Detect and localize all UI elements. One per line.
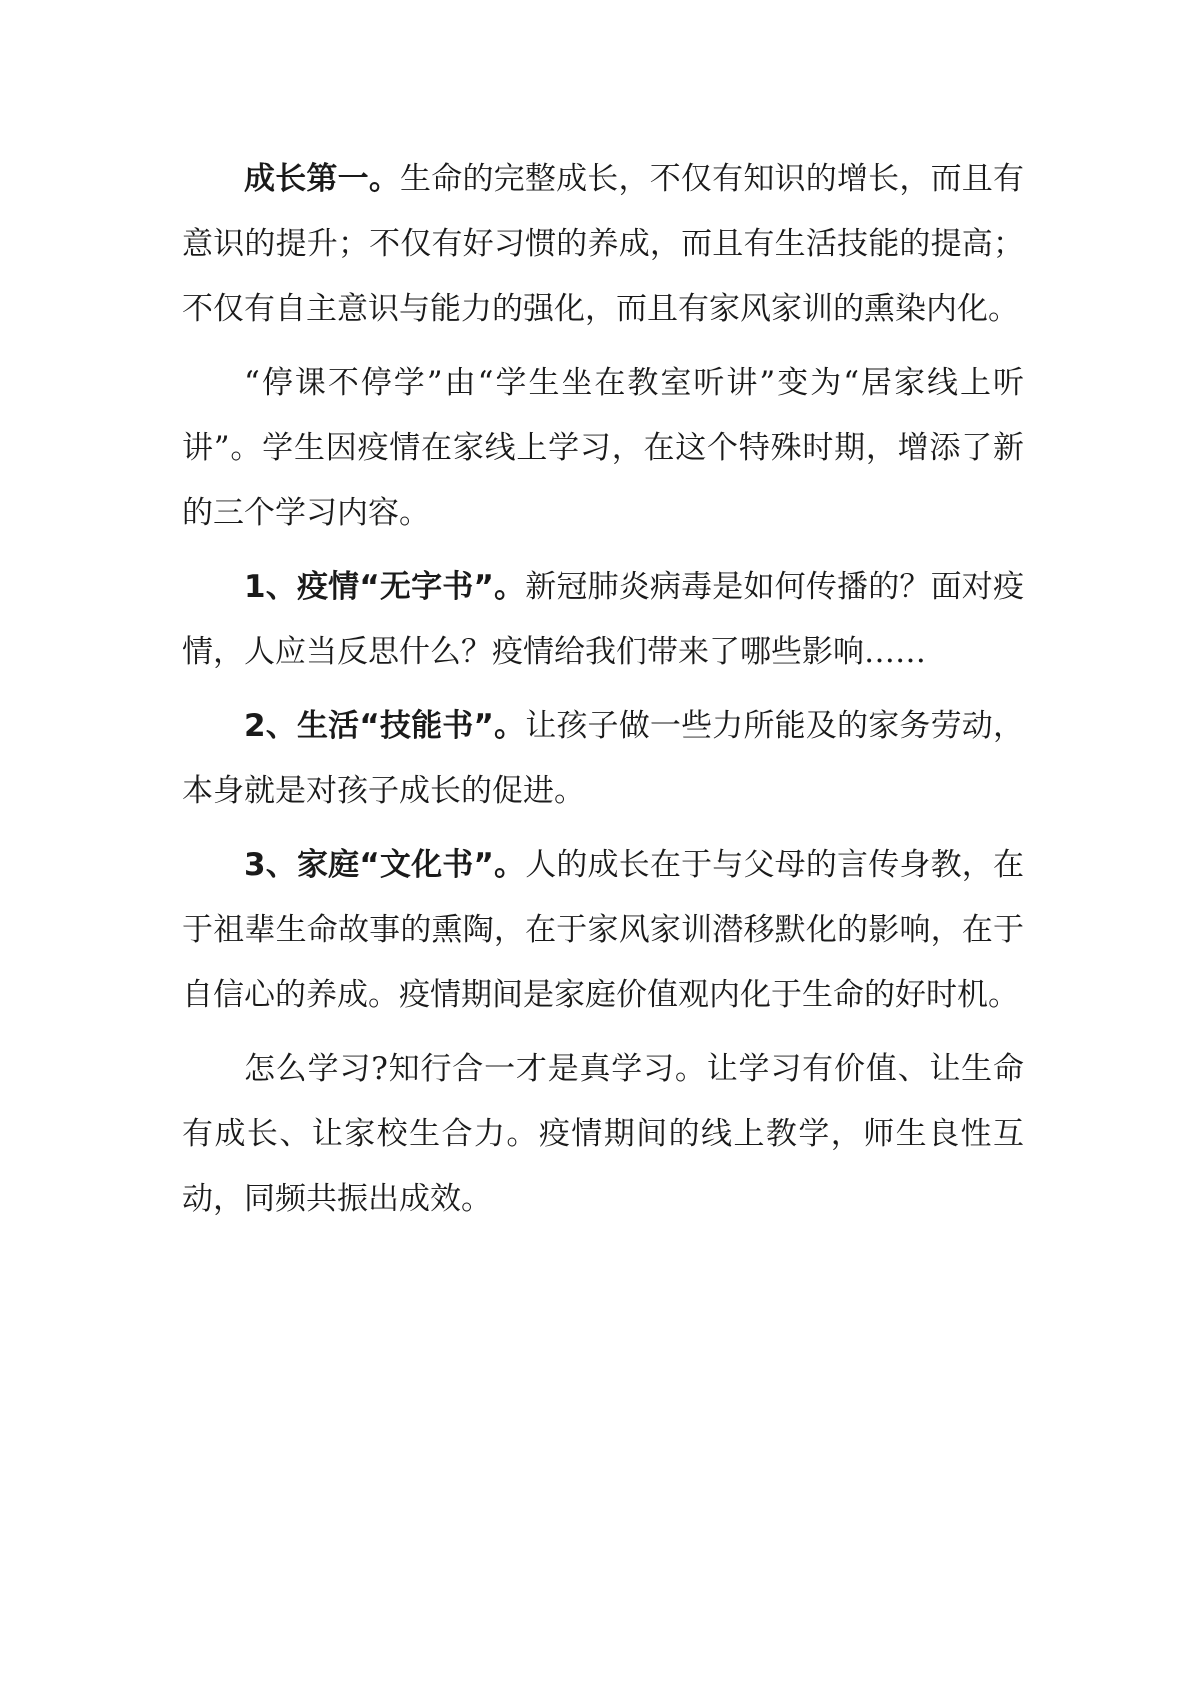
paragraph-text: “停课不停学”由“学生坐在教室听讲”变为“居家线上听讲”。学生因疫情在家线上学习，在这个特殊时期，增添了新的三个学习内容。 [182,365,1024,531]
paragraph-online-learning [182,351,1024,546]
paragraph-lead: 1、疫情“无字书”。 [244,569,526,605]
paragraph-text: 怎么学习?知行合一才是真学习。让学习有价值、让生命有成长、让家校生合力。疫情期间的线上教学，师生良性互动，同频共振出成效。 [182,1051,1024,1217]
paragraph-how-to-learn [182,1037,1024,1232]
paragraph-lead: 3、家庭“文化书”。 [244,847,526,883]
paragraph-item-1 [182,555,1024,685]
paragraph-text: 新冠肺炎病毒是如何传播的？面对疫情，人应当反思什么？疫情给我们带来了哪些影响…… [182,569,1024,670]
paragraph-item-2 [182,694,1024,824]
paragraph-text: 生命的完整成长，不仅有知识的增长，而且有意识的提升；不仅有好习惯的养成，而且有生活技能的提高；不仅有自主意识与能力的强化，而且有家风家训的熏染内化。 [182,161,1025,327]
paragraph-lead: 2、生活“技能书”。 [244,708,526,744]
paragraph-item-3 [182,833,1024,1028]
paragraph-lead: 成长第一。 [244,161,401,197]
paragraph-text: 人的成长在于与父母的言传身教，在于祖辈生命故事的熏陶，在于家风家训潜移默化的影响，在于自信心的养成。疫情期间是家庭价值观内化于生命的好时机。 [182,847,1024,1013]
document-body [182,147,1024,1232]
paragraph-growth-first [182,147,1024,342]
paragraph-text: 让孩子做一些力所能及的家务劳动，本身就是对孩子成长的促进。 [182,708,1024,809]
